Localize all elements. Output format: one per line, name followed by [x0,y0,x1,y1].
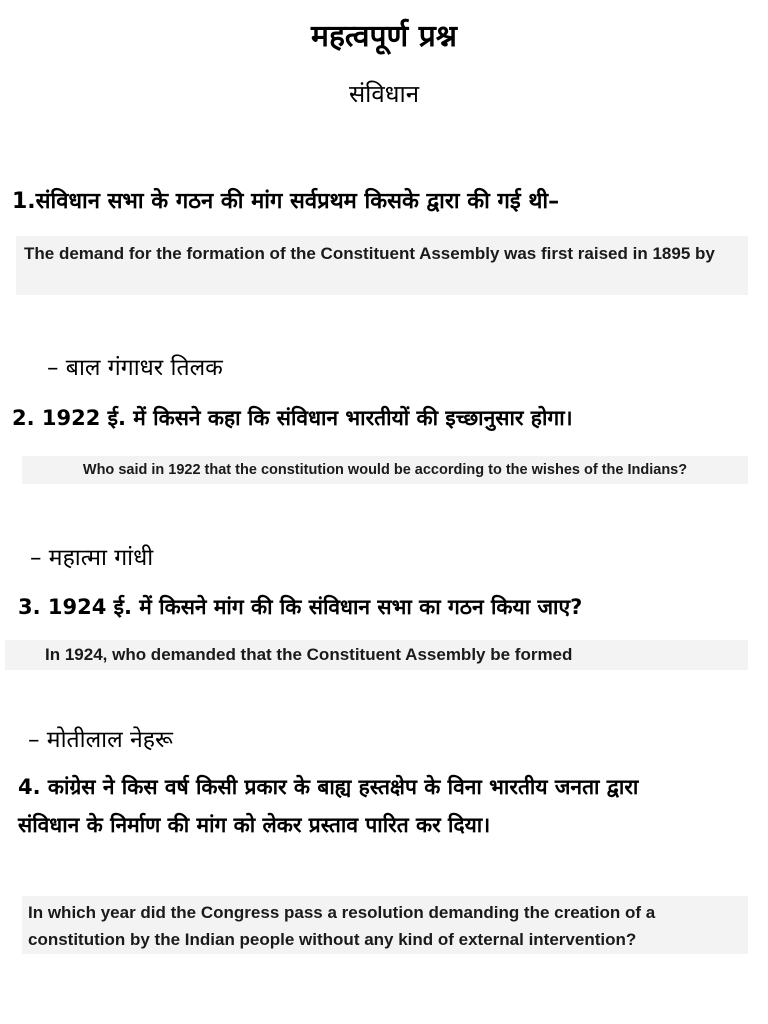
page-title: महत्वपूर्ण प्रश्न [311,19,457,54]
question-1-english: The demand for the formation of the Constituent Assembly was first raised in 1895 by [16,236,748,295]
answer-2: – महात्मा गांधी [30,545,154,571]
question-3-hindi: 3. 1924 ई. में किसने मांग की कि संविधान सभा का गठन किया जाए? [18,595,583,619]
answer-3: – मोतीलाल नेहरू [28,727,173,753]
question-4-hindi: 4. कांग्रेस ने किस वर्ष किसी प्रकार के बाह्य हस्तक्षेप के विना भारतीय जनता द्वारा संविधान के निर्माण की मांग को लेकर प्रस्ताव पारित कर दिया। [18,775,639,837]
page-subtitle: संविधान [348,80,420,108]
question-2-english: Who said in 1922 that the constitution would be according to the wishes of the Indians? [22,456,748,484]
answer-1: – बाल गंगाधर तिलक [47,355,223,381]
question-3-english: In 1924, who demanded that the Constituent Assembly be formed [5,640,748,670]
question-2-hindi: 2. 1922 ई. में किसने कहा कि संविधान भारतीयों की इच्छानुसार होगा। [12,406,573,430]
question-4-english: In which year did the Congress pass a resolution demanding the creation of a constitution by the Indian people without any kind of external intervention? [22,896,748,954]
question-1-hindi: 1.संविधान सभा के गठन की मांग सर्वप्रथम किसके द्वारा की गई थी– [12,189,560,214]
